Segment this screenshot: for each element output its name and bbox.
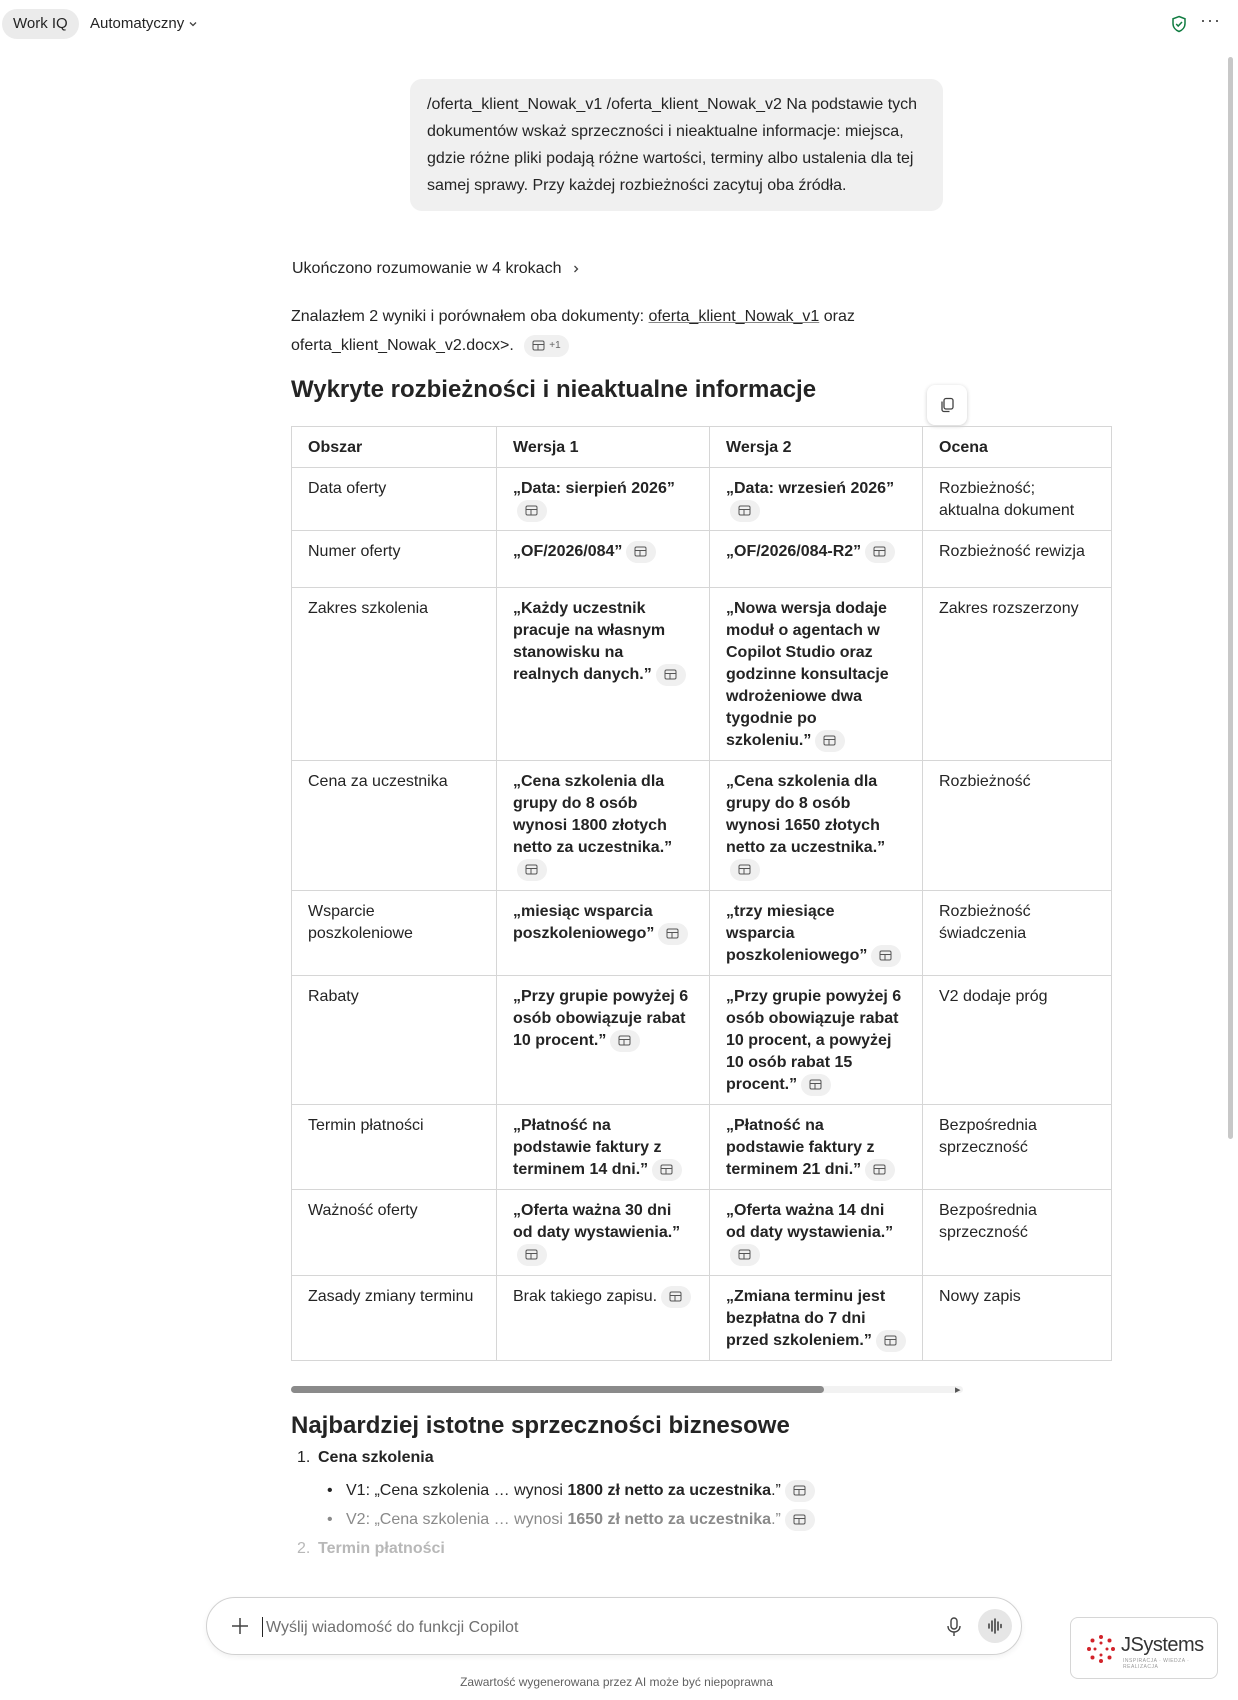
cell-area: Rabaty	[292, 975, 497, 1104]
top-bar	[0, 0, 1238, 48]
discrepancy-table-container	[291, 426, 1085, 1362]
cell-assessment: Nowy zapis	[923, 1275, 1112, 1360]
microphone-icon[interactable]	[945, 1616, 963, 1638]
document-icon	[525, 1249, 539, 1261]
list-item: 2. Termin płatności	[297, 1540, 445, 1557]
citation-chip[interactable]	[865, 541, 895, 563]
user-message: /oferta_klient_Nowak_v1 /oferta_klient_Nowak_v2 Na podstawie tych dokumentów wskaż sprzeczności i nieaktualne informacje: miejsca, gdzie różne pliki podają różne wartości, terminy albo ustalenia dla tej samej sprawy. Przy każdej rozbieżności zacytuj oba źródła.	[410, 79, 943, 211]
citation-chip[interactable]	[517, 859, 547, 881]
chevron-down-icon	[188, 19, 198, 29]
discrepancy-table	[291, 426, 1112, 1361]
citation-chip[interactable]	[801, 1074, 831, 1096]
cell-area: Numer oferty	[292, 531, 497, 588]
cell-version-2: „Data: wrzesień 2026”	[710, 468, 923, 531]
document-icon	[618, 1035, 632, 1047]
work-iq-tab[interactable]: Work IQ	[2, 9, 79, 39]
text-cursor	[262, 1617, 263, 1637]
document-icon	[793, 1485, 807, 1497]
cell-area: Cena za uczestnika	[292, 761, 497, 890]
citation-chip[interactable]	[865, 1159, 895, 1181]
document-icon	[873, 546, 887, 558]
document-icon	[634, 546, 648, 558]
conflicts-list	[291, 1449, 931, 1568]
citation-chip[interactable]	[661, 1286, 691, 1308]
col-header-assessment: Ocena	[923, 427, 1112, 468]
cell-version-1: „Płatność na podstawie faktury z terminem 14 dni.”	[497, 1105, 710, 1190]
citation-chip[interactable]	[517, 1244, 547, 1266]
cell-version-2: „OF/2026/084-R2”	[710, 531, 923, 588]
table-row	[292, 1275, 1112, 1360]
logo-tagline: INSPIRACJA · WIEDZA · REALIZACJA	[1123, 1658, 1190, 1670]
logo-mark-icon	[1087, 1635, 1115, 1663]
citation-chip[interactable]	[652, 1159, 682, 1181]
cell-assessment: Rozbieżność rewizja	[923, 531, 1112, 588]
sub-list-item: • V2: „Cena szkolenia … wynosi 1650 zł netto za uczestnika.”	[291, 1506, 931, 1535]
cell-version-1: „Oferta ważna 30 dni od daty wystawienia.”	[497, 1190, 710, 1275]
doc-name-v2: oferta_klient_Nowak_v2.docx>.	[291, 337, 514, 354]
citation-chip[interactable]	[730, 859, 760, 881]
cell-version-2: „Zmiana terminu jest bezpłatna do 7 dni przed szkoleniem.”	[710, 1275, 923, 1360]
list-item-title: Termin płatności	[318, 1540, 445, 1557]
document-icon	[884, 1335, 898, 1347]
message-input[interactable]	[264, 1612, 908, 1644]
citation-chip[interactable]	[730, 500, 760, 522]
document-icon	[660, 1164, 674, 1176]
copy-table-button[interactable]	[927, 385, 967, 425]
cell-version-2: „trzy miesiące wsparcia poszkoleniowego”	[710, 890, 923, 975]
document-icon	[793, 1514, 807, 1526]
waveform-icon	[986, 1617, 1004, 1635]
table-header-row	[292, 427, 1112, 468]
cell-version-1: Brak takiego zapisu.	[497, 1275, 710, 1360]
cell-version-2: „Cena szkolenia dla grupy do 8 osób wynosi 1650 złotych netto za uczestnika.”	[710, 761, 923, 890]
citation-chip[interactable]	[876, 1330, 906, 1352]
cell-assessment: Rozbieżność	[923, 761, 1112, 890]
document-icon	[532, 340, 546, 352]
copy-icon	[938, 396, 956, 414]
col-header-area: Obszar	[292, 427, 497, 468]
heading-discrepancies: Wykryte rozbieżności i nieaktualne informacje	[291, 376, 817, 403]
cell-area: Wsparcie poszkoleniowe	[292, 890, 497, 975]
document-icon	[525, 505, 539, 517]
document-icon	[666, 928, 680, 940]
citation-chip[interactable]	[517, 500, 547, 522]
cell-area: Zakres szkolenia	[292, 588, 497, 761]
cell-version-2: „Płatność na podstawie faktury z terminem 21 dni.”	[710, 1105, 923, 1190]
model-selector-label: Automatyczny	[90, 15, 185, 32]
voice-mode-button[interactable]	[978, 1609, 1012, 1643]
col-header-v2: Wersja 2	[710, 427, 923, 468]
citation-chip[interactable]	[871, 945, 901, 967]
col-header-v1: Wersja 1	[497, 427, 710, 468]
cell-area: Data oferty	[292, 468, 497, 531]
cell-version-2: „Nowa wersja dodaje moduł o agentach w Copilot Studio oraz godzinne konsultacje wdrożeniowe dwa tygodnie po szkoleniu.”	[710, 588, 923, 761]
shield-check-icon[interactable]	[1170, 15, 1188, 33]
reasoning-toggle[interactable]	[292, 260, 581, 278]
cell-version-1: „Data: sierpień 2026”	[497, 468, 710, 531]
document-icon	[525, 864, 539, 876]
document-icon	[738, 1249, 752, 1261]
document-icon	[664, 669, 678, 681]
table-row	[292, 1190, 1112, 1275]
response-intro: Znalazłem 2 wyniki i porównałem oba dokumenty: oferta_klient_Nowak_v1 oraz oferta_klient_Nowak_v2.docx>. +1	[291, 302, 931, 360]
cell-assessment: Bezpośrednia sprzeczność	[923, 1105, 1112, 1190]
table-row	[292, 890, 1112, 975]
add-icon[interactable]	[229, 1615, 251, 1637]
jsystems-logo	[1070, 1617, 1218, 1679]
cell-version-2: „Przy grupie powyżej 6 osób obowiązuje rabat 10 procent, a powyżej 10 osób rabat 15 procent.”	[710, 975, 923, 1104]
cell-version-1: „miesiąc wsparcia poszkoleniowego”	[497, 890, 710, 975]
cell-version-1: „Każdy uczestnik pracuje na własnym stanowisku na realnych danych.”	[497, 588, 710, 761]
cell-assessment: V2 dodaje próg	[923, 975, 1112, 1104]
citation-chip[interactable]	[524, 335, 568, 357]
citation-chip[interactable]	[730, 1244, 760, 1266]
more-options-icon[interactable]: ···	[1200, 10, 1221, 30]
document-icon	[669, 1291, 683, 1303]
cell-version-2: „Oferta ważna 14 dni od daty wystawienia.”	[710, 1190, 923, 1275]
ai-disclaimer: Zawartość wygenerowana przez AI może być niepoprawna	[460, 1675, 773, 1689]
reasoning-label: Ukończono rozumowanie w 4 krokach	[292, 260, 562, 277]
table-row	[292, 588, 1112, 761]
table-row	[292, 531, 1112, 588]
model-selector[interactable]	[90, 9, 198, 39]
citation-chip[interactable]	[785, 1480, 815, 1502]
cell-assessment: Zakres rozszerzony	[923, 588, 1112, 761]
document-icon	[873, 1164, 887, 1176]
citation-chip[interactable]	[785, 1509, 815, 1531]
document-icon	[823, 735, 837, 747]
logo-text: JSystems	[1121, 1634, 1204, 1656]
list-item: 1. Cena szkolenia	[297, 1449, 434, 1466]
table-row	[292, 975, 1112, 1104]
cell-assessment: Rozbieżność świadczenia	[923, 890, 1112, 975]
citation-chip[interactable]	[658, 923, 688, 945]
cell-assessment: Bezpośrednia sprzeczność	[923, 1190, 1112, 1275]
citation-chip[interactable]	[610, 1030, 640, 1052]
table-row	[292, 468, 1112, 531]
citation-more-count: +1	[549, 340, 561, 352]
cell-version-1: „OF/2026/084”	[497, 531, 710, 588]
cell-version-1: „Cena szkolenia dla grupy do 8 osób wynosi 1800 złotych netto za uczestnika.”	[497, 761, 710, 890]
document-icon	[809, 1079, 823, 1091]
message-composer	[206, 1597, 1022, 1655]
vertical-scrollbar[interactable]	[1228, 57, 1233, 1139]
table-scrollbar-thumb[interactable]	[291, 1386, 824, 1393]
cell-area: Termin płatności	[292, 1105, 497, 1190]
citation-chip[interactable]	[626, 541, 656, 563]
document-icon	[879, 950, 893, 962]
chevron-right-icon	[571, 264, 581, 274]
document-icon	[738, 864, 752, 876]
sub-list-item: • V1: „Cena szkolenia … wynosi 1800 zł netto za uczestnika.”	[291, 1477, 931, 1506]
table-row	[292, 1105, 1112, 1190]
heading-business-conflicts: Najbardziej istotne sprzeczności biznesowe	[291, 1412, 790, 1439]
cell-version-1: „Przy grupie powyżej 6 osób obowiązuje rabat 10 procent.”	[497, 975, 710, 1104]
citation-chip[interactable]	[656, 664, 686, 686]
scroll-right-icon[interactable]: ▸	[955, 1384, 961, 1396]
list-item-title: Cena szkolenia	[318, 1449, 434, 1466]
cell-area: Ważność oferty	[292, 1190, 497, 1275]
cell-assessment: Rozbieżność; aktualna dokument	[923, 468, 1112, 531]
document-icon	[738, 505, 752, 517]
cell-area: Zasady zmiany terminu	[292, 1275, 497, 1360]
table-row	[292, 761, 1112, 890]
citation-chip[interactable]	[815, 730, 845, 752]
doc-link-v1[interactable]: oferta_klient_Nowak_v1	[648, 308, 820, 325]
